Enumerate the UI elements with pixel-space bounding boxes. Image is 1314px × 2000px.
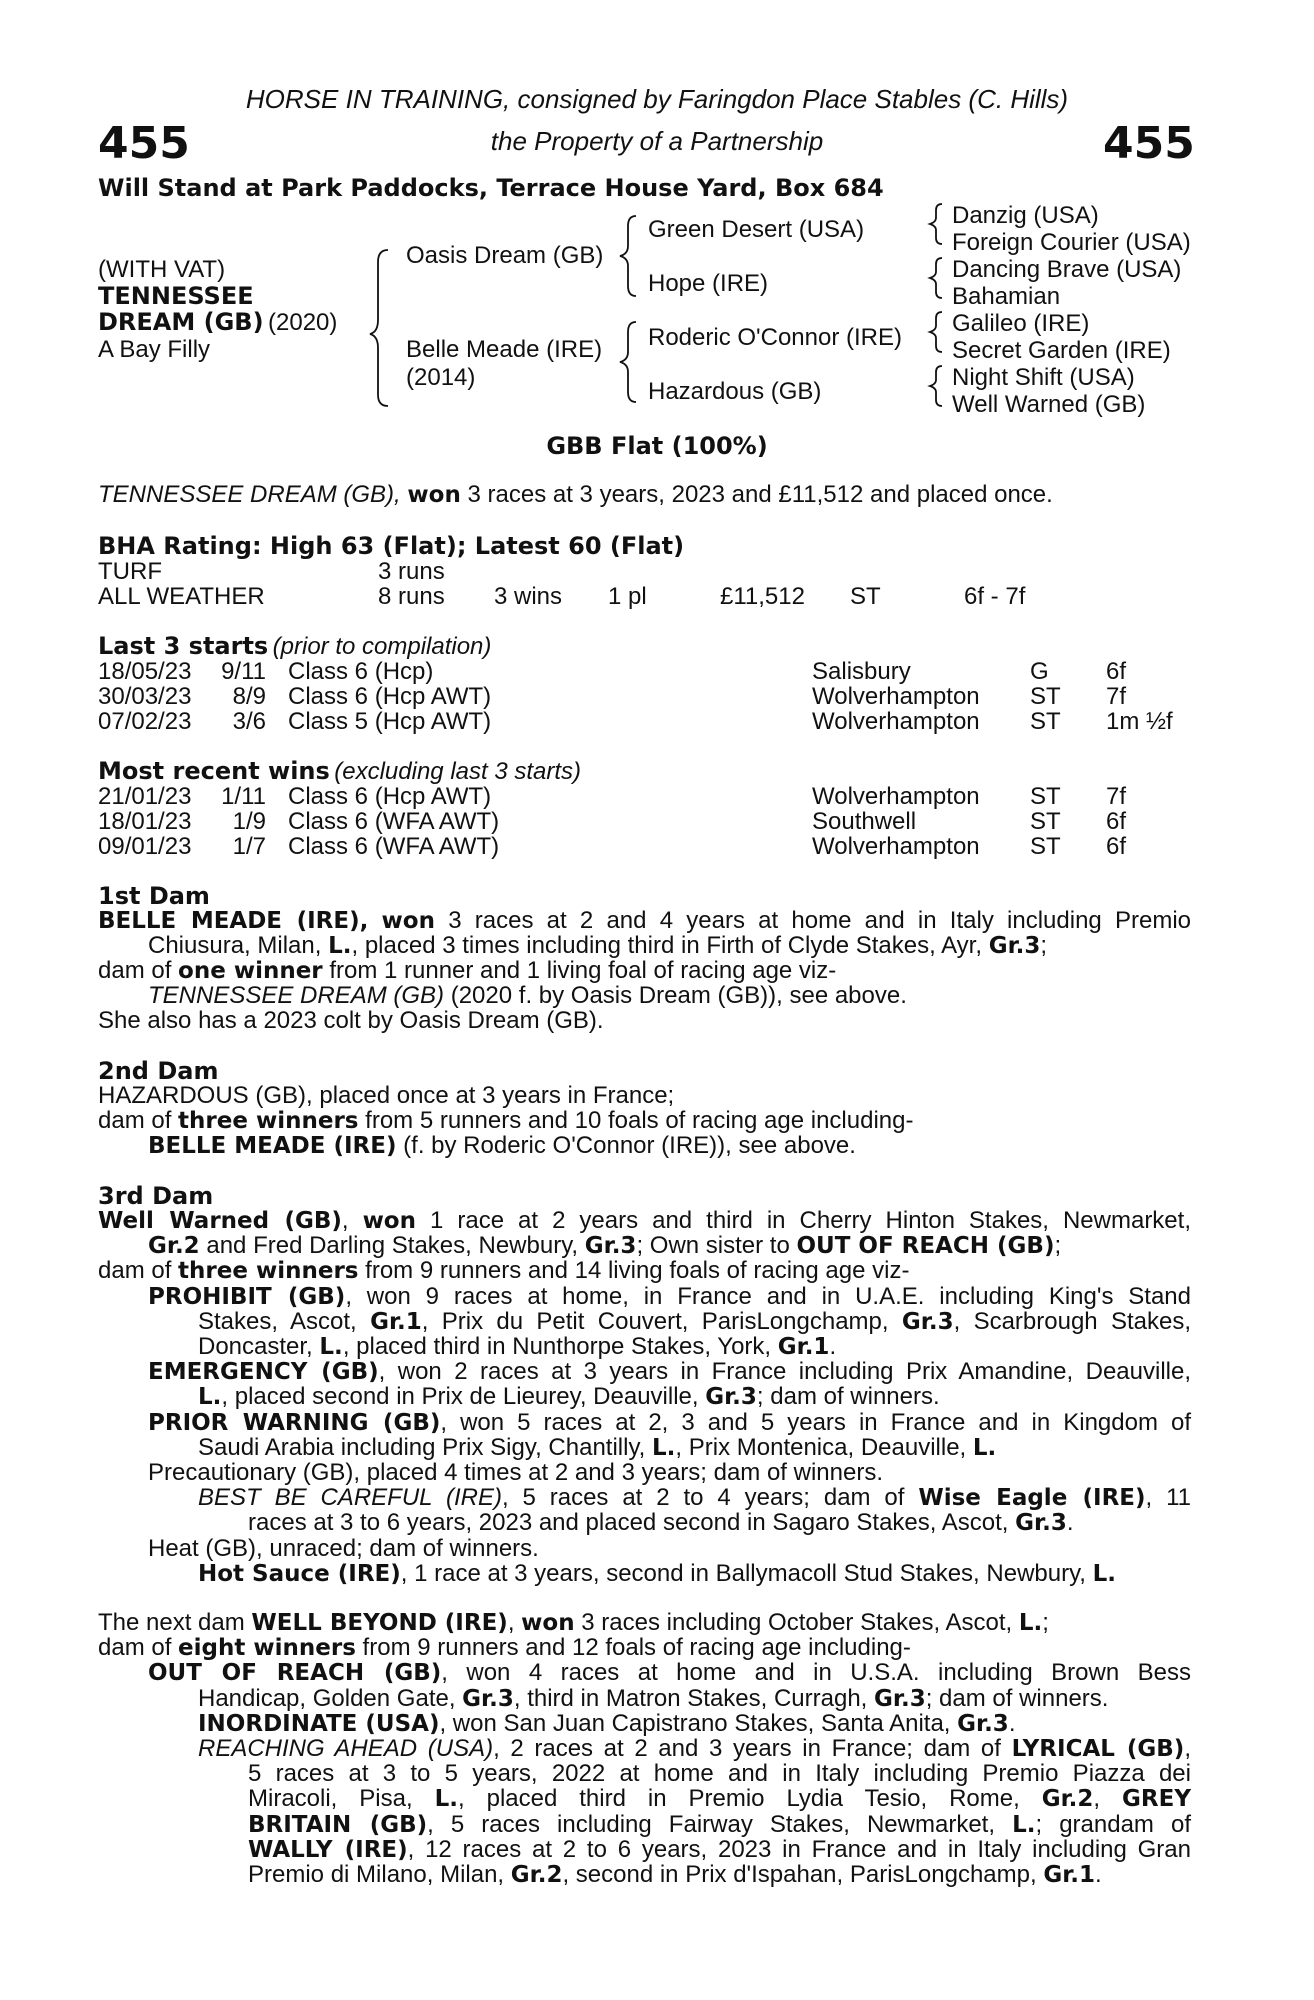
table-row-dist: 6f xyxy=(1106,808,1127,835)
dam-sire: Roderic O'Connor (IRE) xyxy=(648,324,902,351)
aw-runs: 8 runs xyxy=(378,583,445,610)
table-row-class: Class 5 (Hcp AWT) xyxy=(288,708,492,735)
table-row-dist: 1m ½f xyxy=(1106,708,1173,735)
horse-description: A Bay Filly xyxy=(98,336,211,363)
table-row-going: ST xyxy=(1030,783,1061,810)
first-dam-text: Chiusura, Milan, xyxy=(148,932,322,959)
second-dam-text: dam of xyxy=(98,1107,172,1134)
first-dam-text: ; xyxy=(1040,932,1048,959)
first-dam-line xyxy=(98,907,1191,935)
dam: Belle Meade (IRE) xyxy=(406,336,603,363)
first-dam-line xyxy=(98,957,836,985)
table-row-pos: 8/9 xyxy=(232,683,266,710)
pedigree-line: PROHIBIT (GB), won 9 races at home, in France and in U.A.E. including King's Stand xyxy=(148,1283,1191,1310)
first-dam-line xyxy=(148,982,907,1010)
sire-dam: Hope (IRE) xyxy=(648,270,769,297)
grade-label: Gr.3 xyxy=(988,933,1041,959)
first-dam-name: BELLE MEADE (IRE), xyxy=(98,908,369,934)
pedigree-line: Doncaster, L., placed third in Nunthorpe Stakes, York, Gr.1. xyxy=(198,1333,837,1360)
pedigree-line: WALLY (IRE), 12 races at 2 to 6 years, 2023 in France and in Italy including Gran xyxy=(248,1836,1191,1863)
gg-4: Bahamian xyxy=(952,283,1061,310)
pedigree-line: L., placed second in Prix de Lieurey, Deauville, Gr.3; dam of winners. xyxy=(198,1383,940,1410)
pedigree-line: The next dam WELL BEYOND (IRE), won 3 races including October Stakes, Ascot, L.; xyxy=(98,1609,1049,1636)
first-dam-text: (2020 f. by Oasis Dream (GB)), see above. xyxy=(450,982,907,1009)
gg-3: Dancing Brave (USA) xyxy=(952,256,1182,283)
table-row-going: ST xyxy=(1030,683,1061,710)
summary-rest: 3 races at 3 years, 2023 and £11,512 and placed once. xyxy=(467,481,1053,508)
pedigree-line: BEST BE CAREFUL (IRE), 5 races at 2 to 4 years; dam of Wise Eagle (IRE), 11 xyxy=(198,1484,1192,1511)
table-row-course: Salisbury xyxy=(812,658,911,685)
pedigree-line: INORDINATE (USA), won San Juan Capistrano Stakes, Santa Anita, Gr.3. xyxy=(198,1710,1016,1737)
table-row-class: Class 6 (Hcp AWT) xyxy=(288,783,492,810)
aw-going: ST xyxy=(850,583,881,610)
second-dam-produce: BELLE MEADE (IRE) xyxy=(148,1133,397,1159)
table-row-course: Wolverhampton xyxy=(812,708,980,735)
pedigree-line: dam of three winners from 9 runners and 14 living foals of racing age viz- xyxy=(98,1257,910,1284)
summary-name: TENNESSEE DREAM (GB), xyxy=(98,481,401,508)
first-dam-produce: TENNESSEE DREAM (GB) xyxy=(148,982,445,1009)
first-dam-won: won xyxy=(381,908,435,934)
grade-label: L. xyxy=(328,933,352,959)
table-row-dist: 6f xyxy=(1106,833,1127,860)
pedigree-line: Stakes, Ascot, Gr.1, Prix du Petit Couvert, ParisLongchamp, Gr.3, Scarbrough Stakes, xyxy=(198,1308,1192,1335)
pedigree-line: Saudi Arabia including Prix Sigy, Chantilly, L., Prix Montenica, Deauville, L. xyxy=(198,1434,997,1461)
table-row-pos: 9/11 xyxy=(221,658,266,685)
recent-title: Most recent wins xyxy=(98,757,330,785)
race-summary xyxy=(98,481,1053,509)
lot-number-left: 455 xyxy=(98,118,190,169)
gg-8: Well Warned (GB) xyxy=(952,391,1146,418)
first-dam-line xyxy=(148,932,1047,960)
table-row-going: ST xyxy=(1030,808,1061,835)
first-dam-line: She also has a 2023 colt by Oasis Dream (GB). xyxy=(98,1007,604,1034)
turf-runs: 3 runs xyxy=(378,558,445,585)
first-dam-text: 3 races at 2 and 4 years at home and in Italy including Premio xyxy=(448,907,1192,934)
consignment-line: HORSE IN TRAINING, consigned by Faringdon Place Stables (C. Hills) xyxy=(245,84,1069,114)
table-row-pos: 1/9 xyxy=(232,808,266,835)
aw-prize: £11,512 xyxy=(720,583,805,610)
pedigree-line: 5 races at 3 to 5 years, 2022 at home and in Italy including Premio Piazza dei xyxy=(248,1760,1191,1787)
table-row-date: 18/01/23 xyxy=(98,808,192,835)
gg-7: Night Shift (USA) xyxy=(952,364,1135,391)
table-row-dist: 7f xyxy=(1106,783,1127,810)
table-row-date: 09/01/23 xyxy=(98,833,192,860)
pedigree-line: OUT OF REACH (GB), won 4 races at home and in U.S.A. including Brown Bess xyxy=(148,1659,1191,1686)
table-row-class: Class 6 (WFA AWT) xyxy=(288,833,500,860)
turf-label: TURF xyxy=(98,558,162,585)
table-row-going: ST xyxy=(1030,833,1061,860)
aw-placed: 1 pl xyxy=(608,583,647,610)
last3-heading xyxy=(98,632,491,661)
table-row-date: 07/02/23 xyxy=(98,708,192,735)
table-row-course: Wolverhampton xyxy=(812,833,980,860)
rating-code: GBB Flat (100%) xyxy=(546,432,768,460)
second-dam-line xyxy=(148,1132,856,1160)
table-row-going: G xyxy=(1030,658,1049,685)
table-row-class: Class 6 (Hcp AWT) xyxy=(288,683,492,710)
table-row-pos: 1/7 xyxy=(232,833,266,860)
property-line: the Property of a Partnership xyxy=(490,126,824,156)
sire-sire: Green Desert (USA) xyxy=(648,216,865,243)
pedigree-line: dam of eight winners from 9 runners and 12 foals of racing age including- xyxy=(98,1634,911,1661)
gg-1: Danzig (USA) xyxy=(952,202,1099,229)
pedigree-line: Gr.2 and Fred Darling Stakes, Newbury, Gr.3; Own sister to OUT OF REACH (GB); xyxy=(148,1232,1062,1259)
aw-wins: 3 wins xyxy=(494,583,563,610)
first-dam-heading: 1st Dam xyxy=(98,882,210,910)
second-dam-line xyxy=(98,1107,913,1135)
gg-6: Secret Garden (IRE) xyxy=(952,337,1171,364)
first-dam-text: from 1 runner and 1 living foal of racing age viz- xyxy=(329,957,837,984)
pedigree-line: PRIOR WARNING (GB), won 5 races at 2, 3 and 5 years in France and in Kingdom of xyxy=(148,1409,1192,1436)
table-row-date: 30/03/23 xyxy=(98,683,192,710)
vat-note: (WITH VAT) xyxy=(98,256,226,283)
summary-won: won xyxy=(407,482,461,508)
first-dam-text: dam of xyxy=(98,957,172,984)
second-dam-text: from 5 runners and 10 foals of racing age including- xyxy=(365,1107,914,1134)
last3-title: Last 3 starts xyxy=(98,632,269,660)
table-row-course: Southwell xyxy=(812,808,917,835)
dam-dam: Hazardous (GB) xyxy=(648,378,822,405)
aw-distance: 6f - 7f xyxy=(964,583,1026,610)
pedigree-line: Heat (GB), unraced; dam of winners. xyxy=(148,1535,539,1562)
table-row-class: Class 6 (WFA AWT) xyxy=(288,808,500,835)
recent-heading xyxy=(98,757,581,786)
pedigree-line: Premio di Milano, Milan, Gr.2, second in Prix d'Ispahan, ParisLongchamp, Gr.1. xyxy=(248,1861,1102,1888)
pedigree-line: Precautionary (GB), placed 4 times at 2 and 3 years; dam of winners. xyxy=(148,1459,884,1486)
table-row-date: 18/05/23 xyxy=(98,658,192,685)
gg-2: Foreign Courier (USA) xyxy=(952,229,1191,256)
pedigree-line: Hot Sauce (IRE), 1 race at 3 years, second in Ballymacoll Stud Stakes, Newbury, L. xyxy=(198,1560,1117,1587)
gg-5: Galileo (IRE) xyxy=(952,310,1090,337)
stand-location: Will Stand at Park Paddocks, Terrace House Yard, Box 684 xyxy=(98,174,884,202)
table-row-dist: 6f xyxy=(1106,658,1127,685)
pedigree-line: Handicap, Golden Gate, Gr.3, third in Matron Stakes, Curragh, Gr.3; dam of winners. xyxy=(198,1685,1109,1712)
pedigree-line: EMERGENCY (GB), won 2 races at 3 years in France including Prix Amandine, Deauville, xyxy=(148,1358,1191,1385)
second-dam-text: (f. by Roderic O'Connor (IRE)), see above. xyxy=(403,1132,856,1159)
first-dam-text: , placed 3 times including third in Firth of Clyde Stakes, Ayr, xyxy=(351,932,983,959)
table-row-going: ST xyxy=(1030,708,1061,735)
pedigree-line: Miracoli, Pisa, L., placed third in Premio Lydia Tesio, Rome, Gr.2, GREY xyxy=(248,1785,1191,1812)
pedigree-line: REACHING AHEAD (USA), 2 races at 2 and 3 years in France; dam of LYRICAL (GB), xyxy=(198,1735,1191,1762)
table-row-pos: 1/11 xyxy=(221,783,266,810)
second-dam-heading: 2nd Dam xyxy=(98,1057,219,1085)
third-dam-heading: 3rd Dam xyxy=(98,1182,214,1210)
dam-year: (2014) xyxy=(406,364,476,391)
horse-name-line1: TENNESSEE xyxy=(98,282,254,310)
pedigree-line: BRITAIN (GB), 5 races including Fairway Stakes, Newmarket, L.; grandam of xyxy=(248,1811,1191,1838)
table-row-date: 21/01/23 xyxy=(98,783,192,810)
second-dam-winners: three winners xyxy=(178,1108,359,1134)
last3-note: (prior to compilation) xyxy=(272,633,492,660)
first-dam-winners: one winner xyxy=(178,958,323,984)
table-row-pos: 3/6 xyxy=(232,708,266,735)
table-row-dist: 7f xyxy=(1106,683,1127,710)
table-row-course: Wolverhampton xyxy=(812,783,980,810)
lot-number-right: 455 xyxy=(1103,118,1195,169)
pedigree-line: Well Warned (GB), won 1 race at 2 years and third in Cherry Hinton Stakes, Newmarket, xyxy=(98,1207,1191,1234)
pedigree-line: races at 3 to 6 years, 2023 and placed second in Sagaro Stakes, Ascot, Gr.3. xyxy=(248,1509,1074,1536)
sire: Oasis Dream (GB) xyxy=(406,242,604,269)
aw-label: ALL WEATHER xyxy=(98,583,265,610)
recent-note: (excluding last 3 starts) xyxy=(334,758,582,785)
bha-rating: BHA Rating: High 63 (Flat); Latest 60 (Flat) xyxy=(98,532,685,560)
horse-year: (2020) xyxy=(268,309,338,336)
table-row-class: Class 6 (Hcp) xyxy=(288,658,434,685)
horse-name-2: DREAM (GB) xyxy=(98,308,264,336)
second-dam-line: HAZARDOUS (GB), placed once at 3 years in France; xyxy=(98,1082,675,1109)
table-row-course: Wolverhampton xyxy=(812,683,980,710)
